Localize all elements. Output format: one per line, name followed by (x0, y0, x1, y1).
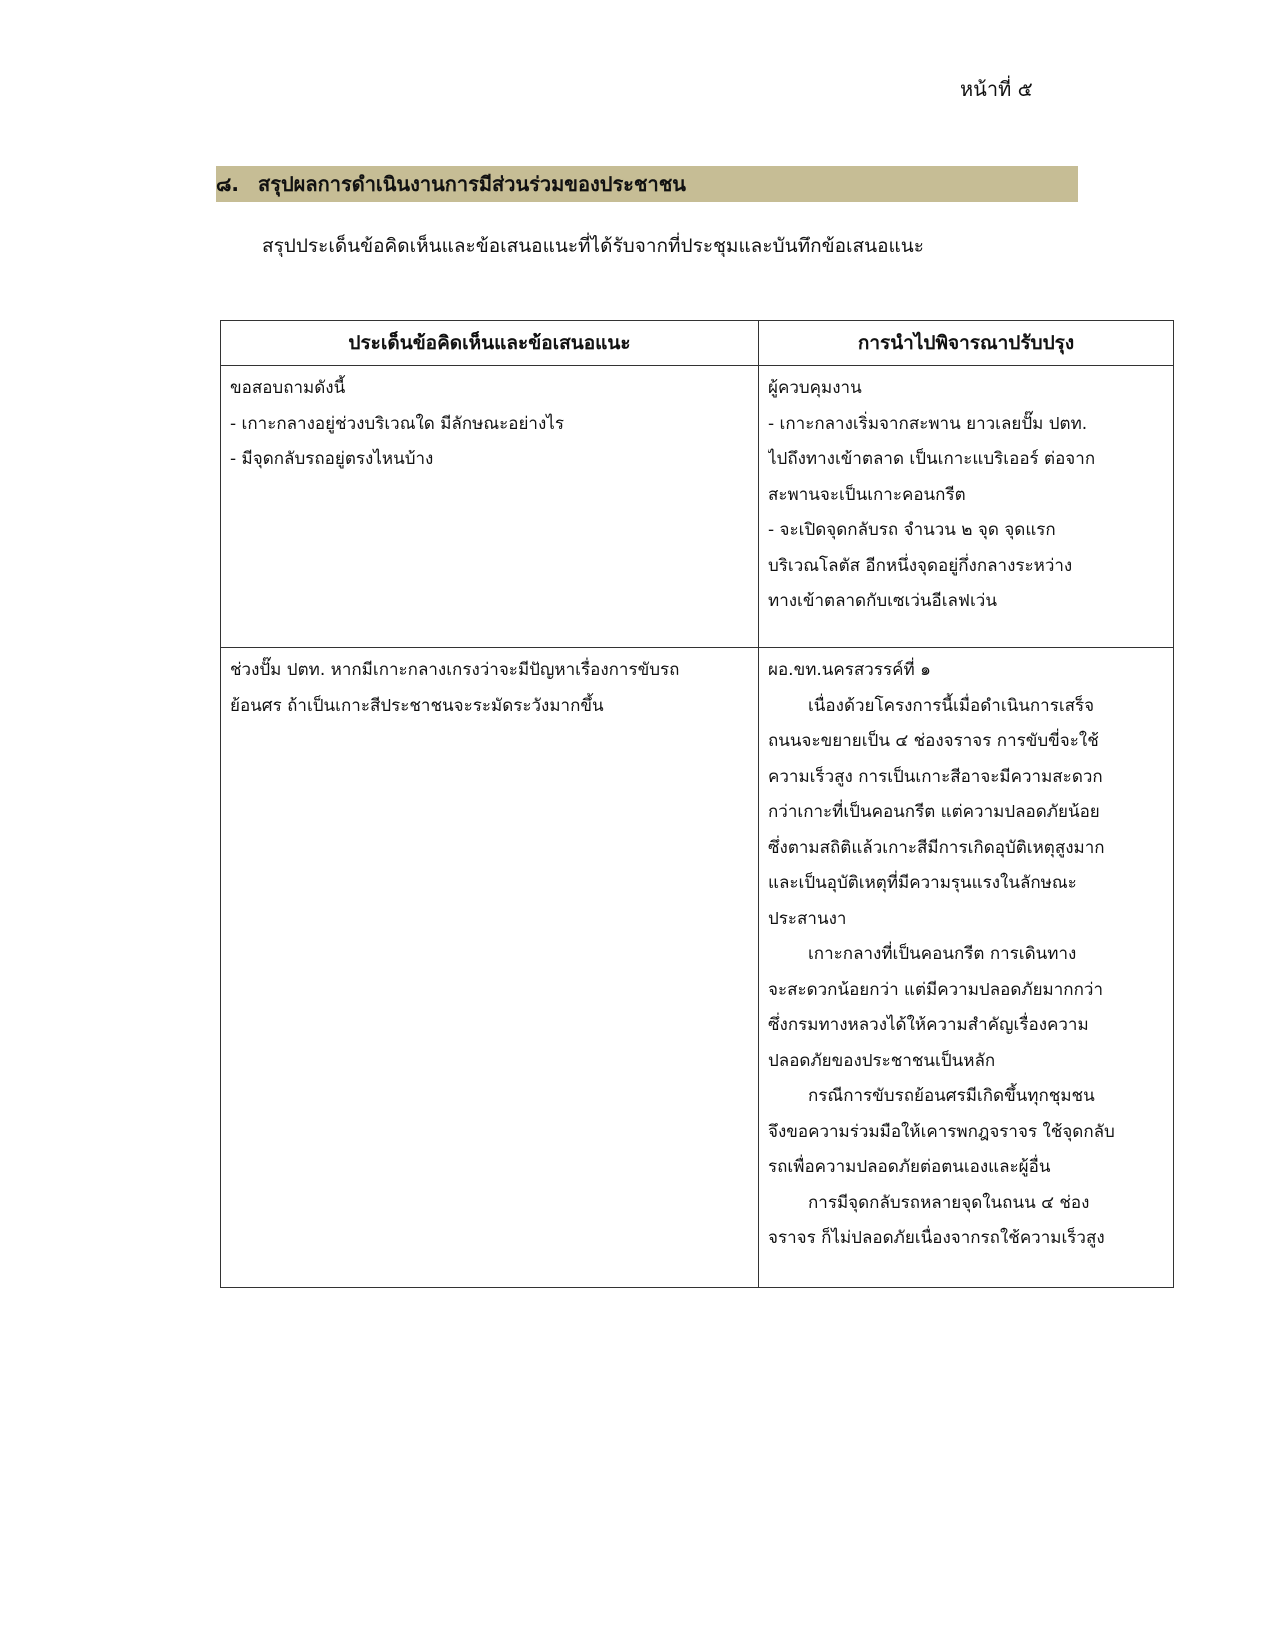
comment-line: ย้อนศร ถ้าเป็นเกาะสีประชาชนจะระมัดระวังมากขึ้น (230, 695, 604, 716)
comments-table (220, 320, 1174, 1288)
response-line: - จะเปิดจุดกลับรถ จำนวน ๒ จุด จุดแรก (768, 520, 1056, 540)
response-line: ผอ.ขท.นครสวรรค์ที่ ๑ (768, 660, 931, 680)
response-line: ผู้ควบคุมงาน (768, 378, 862, 398)
response-line: กรณีการขับรถย้อนศรมีเกิดขึ้นทุกชุมชน (808, 1086, 1095, 1106)
response-line: จราจร ก็ไม่ปลอดภัยเนื่องจากรถใช้ความเร็วสูง (768, 1228, 1105, 1248)
response-line: รถเพื่อความปลอดภัยต่อตนเองและผู้อื่น (768, 1157, 1051, 1177)
response-line: ซึ่งกรมทางหลวงได้ให้ความสำคัญเรื่องความ (768, 1015, 1089, 1035)
table-row (221, 366, 1174, 648)
table-header-row (221, 321, 1174, 366)
response-line: บริเวณโลตัส อีกหนึ่งจุดอยู่กึ่งกลางระหว่าง (768, 555, 1073, 576)
response-line: เกาะกลางที่เป็นคอนกรีต การเดินทาง (808, 944, 1077, 964)
response-line: ถนนจะขยายเป็น ๔ ช่องจราจร การขับขี่จะใช้ (768, 731, 1099, 751)
response-line: กว่าเกาะที่เป็นคอนกรีต แต่ความปลอดภัยน้อย (768, 802, 1100, 822)
response-line: - เกาะกลางเริ่มจากสะพาน ยาวเลยปั๊ม ปตท. (768, 413, 1088, 434)
response-line: จึงขอความร่วมมือให้เคารพกฎจราจร ใช้จุดกลับ (768, 1121, 1115, 1142)
response-line: เนื่องด้วยโครงการนี้เมื่อดำเนินการเสร็จ (808, 695, 1095, 716)
comment-cell (221, 648, 759, 1288)
header-comments: ประเด็นข้อคิดเห็นและข้อเสนอแนะ (221, 321, 759, 366)
comment-cell (221, 366, 759, 648)
header-consideration: การนำไปพิจารณาปรับปรุง (759, 321, 1174, 366)
section-intro: สรุปประเด็นข้อคิดเห็นและข้อเสนอแนะที่ได้รับจากที่ประชุมและบันทึกข้อเสนอแนะ (262, 235, 924, 257)
response-line: ปลอดภัยของประชาชนเป็นหลัก (768, 1050, 996, 1071)
section-heading-bar (216, 166, 1078, 202)
page-number: หน้าที่ ๕ (960, 77, 1033, 101)
response-line: ประสานงา (768, 908, 847, 929)
response-line: ความเร็วสูง การเป็นเกาะสีอาจะมีความสะดวก (768, 766, 1103, 787)
section-title: สรุปผลการดำเนินงานการมีส่วนร่วมของประชาชน (258, 172, 686, 196)
response-line: การมีจุดกลับรถหลายจุดในถนน ๔ ช่อง (808, 1192, 1090, 1213)
comment-line: ช่วงปั๊ม ปตท. หากมีเกาะกลางเกรงว่าจะมีปัญหาเรื่องการขับรถ (230, 660, 680, 680)
response-line: สะพานจะเป็นเกาะคอนกรีต (768, 484, 966, 505)
response-line: และเป็นอุบัติเหตุที่มีความรุนแรงในลักษณะ (768, 873, 1077, 893)
comment-line: ขอสอบถามดังนี้ (230, 378, 346, 398)
response-line: จะสะดวกน้อยกว่า แต่มีความปลอดภัยมากกว่า (768, 979, 1103, 1000)
table-row (221, 648, 1174, 1288)
response-cell (759, 648, 1174, 1288)
response-cell (759, 366, 1174, 648)
response-line: ซึ่งตามสถิติแล้วเกาะสีมีการเกิดอุบัติเหตุสูงมาก (768, 837, 1105, 858)
response-line: ไปถึงทางเข้าตลาด เป็นเกาะแบริเออร์ ต่อจาก (768, 449, 1096, 469)
response-line: ทางเข้าตลาดกับเซเว่นอีเลฟเว่น (768, 591, 997, 611)
comment-line: - มีจุดกลับรถอยู่ตรงไหนบ้าง (230, 449, 434, 469)
section-number: ๘. (216, 172, 240, 196)
comment-line: - เกาะกลางอยู่ช่วงบริเวณใด มีลักษณะอย่างไร (230, 413, 564, 434)
